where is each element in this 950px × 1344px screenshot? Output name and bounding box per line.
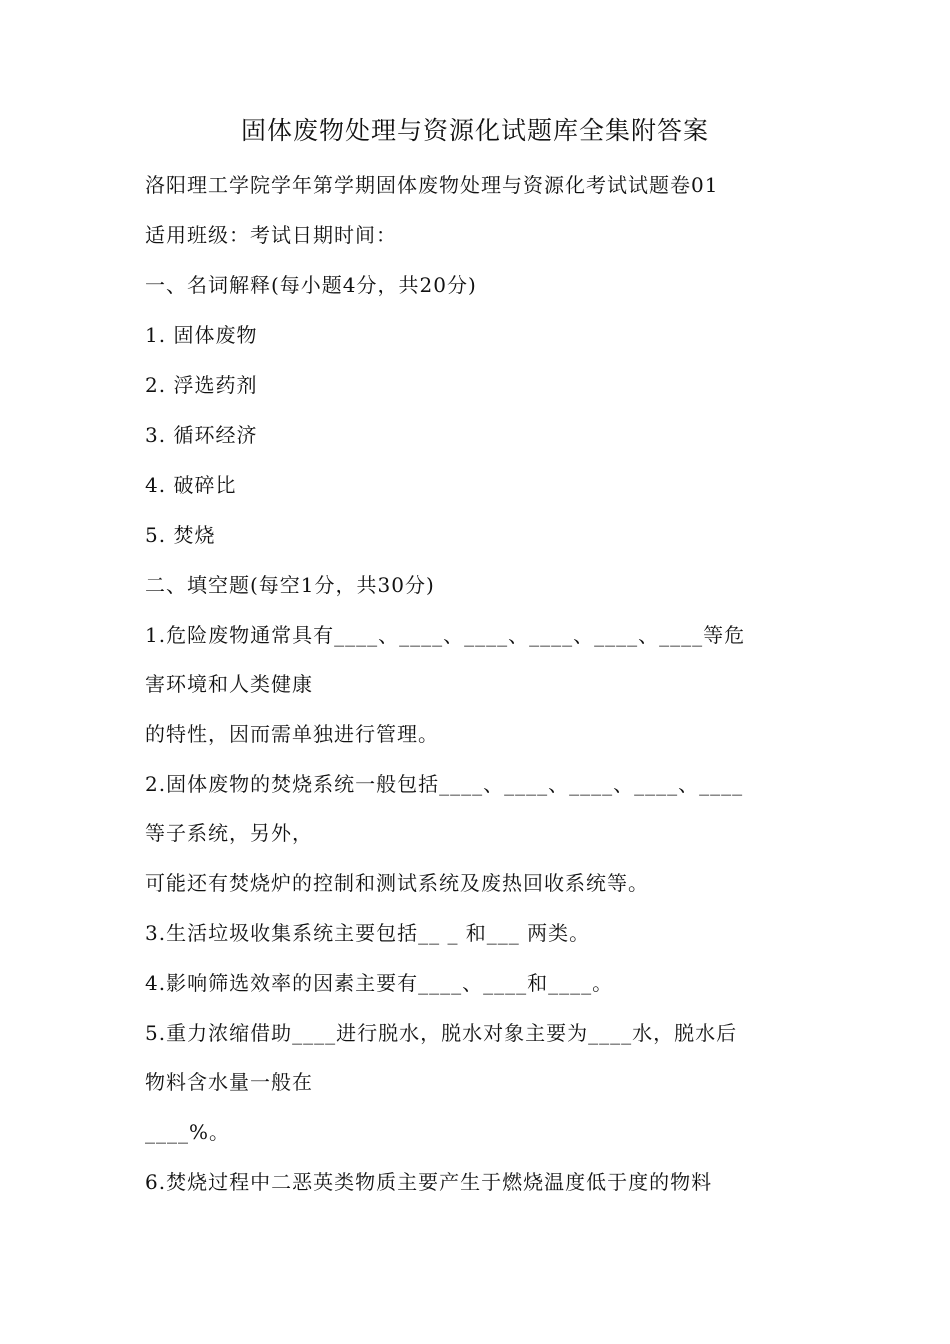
question-text: 2.固体废物的焚烧系统一般包括____、____、____、____、____ xyxy=(145,772,744,796)
question-text: 4.影响筛选效率的因素主要有____、____和____。 xyxy=(145,971,614,995)
question-item: 1. 固体废物 xyxy=(145,323,258,347)
section-heading: 二、填空题(每空1分，共30分) xyxy=(145,573,435,597)
question-text: 6.焚烧过程中二恶英类物质主要产生于燃烧温度低于度的物料 xyxy=(145,1170,713,1194)
question-text: 的特性，因而需单独进行管理。 xyxy=(145,722,439,746)
question-text: 1.危险废物通常具有____、____、____、____、____、____等危 xyxy=(145,623,746,647)
question-text: 可能还有焚烧炉的控制和测试系统及废热回收系统等。 xyxy=(145,871,649,895)
question-item: 5. 焚烧 xyxy=(145,523,216,547)
question-text: 等子系统，另外， xyxy=(145,821,313,845)
question-text: 物料含水量一般在 xyxy=(145,1070,313,1094)
question-text: ____%。 xyxy=(145,1120,231,1144)
question-item: 3. 循环经济 xyxy=(145,423,258,447)
question-text: 害环境和人类健康 xyxy=(145,672,313,696)
section-heading: 一、名词解释(每小题4分，共20分) xyxy=(145,273,477,297)
exam-header-line: 洛阳理工学院学年第学期固体废物处理与资源化考试试题卷01 xyxy=(145,173,719,197)
question-text: 3.生活垃圾收集系统主要包括__ _ 和___ 两类。 xyxy=(145,921,591,945)
question-text: 5.重力浓缩借助____进行脱水，脱水对象主要为____水，脱水后 xyxy=(145,1021,738,1045)
document-title: 固体废物处理与资源化试题库全集附答案 xyxy=(240,116,709,145)
question-item: 4. 破碎比 xyxy=(145,473,237,497)
question-item: 2. 浮选药剂 xyxy=(145,373,258,397)
exam-info-line: 适用班级：考试日期时间： xyxy=(145,223,397,247)
